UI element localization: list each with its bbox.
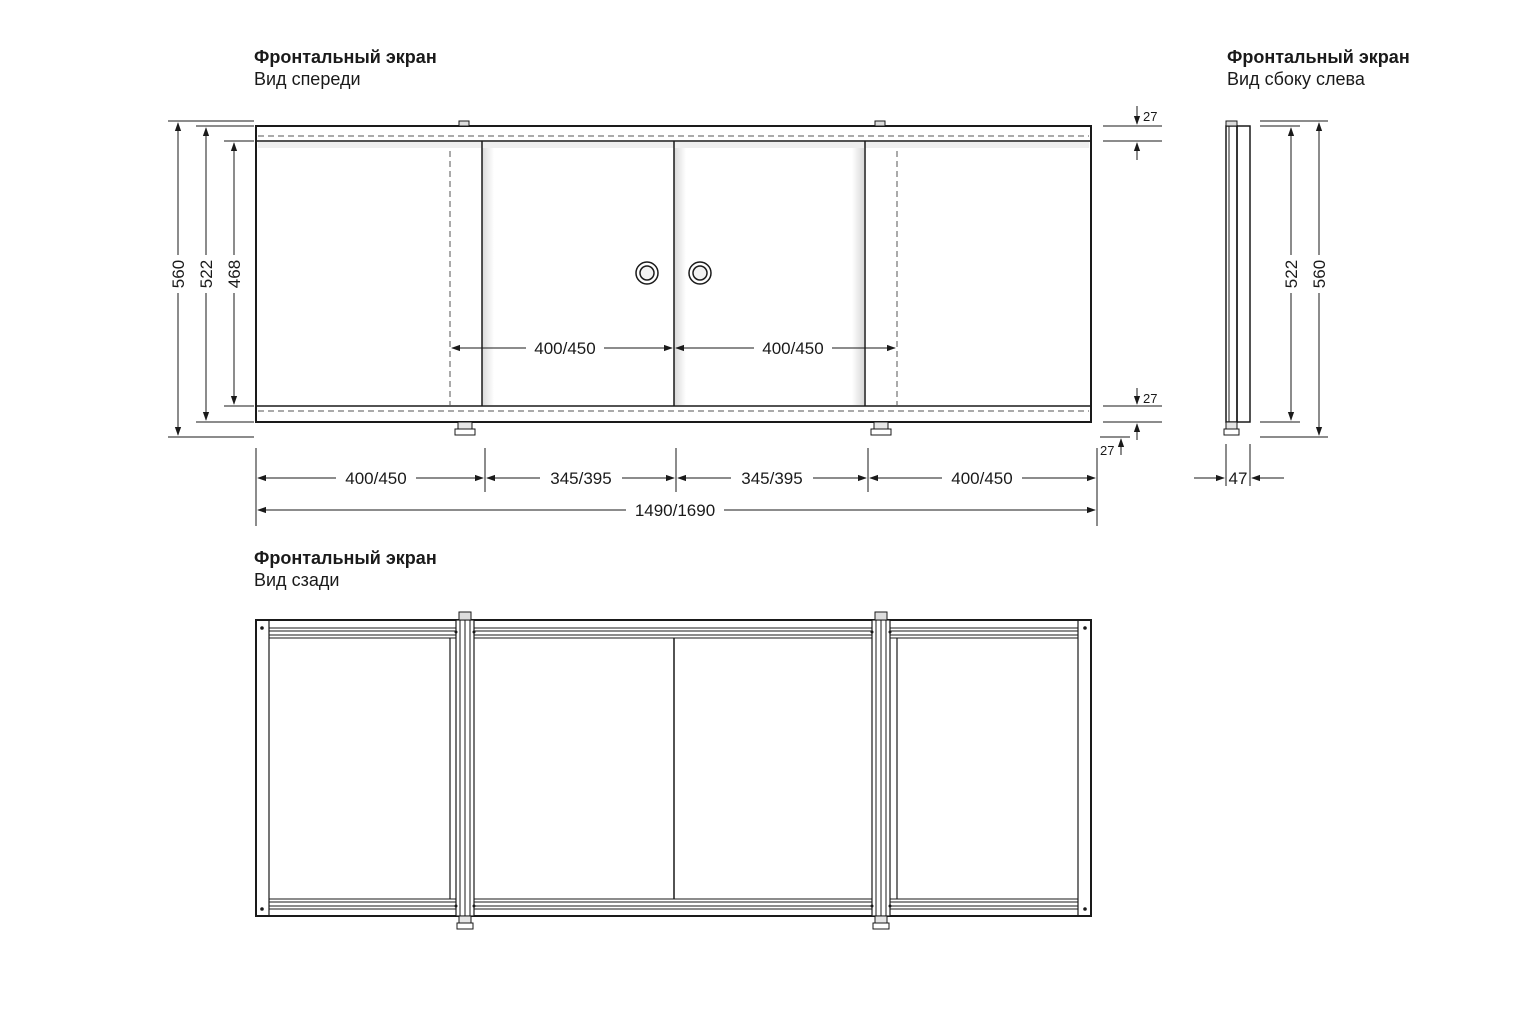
dim-label-seg3: 345/395 — [741, 469, 803, 488]
handle-right-icon — [689, 262, 711, 284]
dim-label-rail-top: 27 — [1143, 109, 1158, 124]
front-view-subtitle: Вид спереди — [254, 69, 361, 89]
top-clip-left — [459, 121, 469, 126]
dim-label-inner-left: 400/450 — [534, 339, 596, 358]
back-post-left — [456, 612, 474, 929]
back-view-title: Фронтальный экран — [254, 548, 437, 568]
back-view — [256, 612, 1091, 929]
front-view-title: Фронтальный экран — [254, 47, 437, 67]
side-panel-front — [1226, 126, 1237, 422]
side-frame-body — [1237, 126, 1250, 422]
foot-right — [871, 422, 891, 435]
foot-left — [455, 422, 475, 435]
dim-label-560: 560 — [169, 259, 188, 289]
dim-label-foot: 27 — [1100, 443, 1115, 458]
dim-label-522: 522 — [197, 259, 216, 289]
dim-label-468: 468 — [225, 259, 244, 289]
top-clip-right — [875, 121, 885, 126]
dim-label-total: 1490/1690 — [634, 501, 716, 520]
back-top-rail — [269, 628, 1078, 638]
side-view-title: Фронтальный экран — [1227, 47, 1410, 67]
joint-shadow-2 — [674, 142, 686, 405]
back-bottom-rail — [269, 899, 1078, 909]
dim-label-inner-right: 400/450 — [762, 339, 824, 358]
front-view — [256, 121, 1091, 435]
back-post-right — [872, 612, 890, 929]
dim-label-rail-bottom: 27 — [1143, 391, 1158, 406]
handle-left-icon — [636, 262, 658, 284]
dim-label-depth: 47 — [1228, 469, 1248, 488]
side-view — [1224, 121, 1250, 435]
joint-shadow-3 — [852, 142, 864, 405]
dim-label-side-522: 522 — [1282, 259, 1301, 289]
dim-label-side-560: 560 — [1310, 259, 1329, 289]
dim-label-seg1: 400/450 — [345, 469, 407, 488]
joint-shadow-1 — [482, 142, 494, 405]
side-dimensions — [1194, 121, 1328, 486]
back-view-subtitle: Вид сзади — [254, 570, 340, 590]
dim-label-seg2: 345/395 — [550, 469, 612, 488]
dim-label-seg4: 400/450 — [951, 469, 1013, 488]
side-view-subtitle: Вид сбоку слева — [1227, 69, 1365, 89]
